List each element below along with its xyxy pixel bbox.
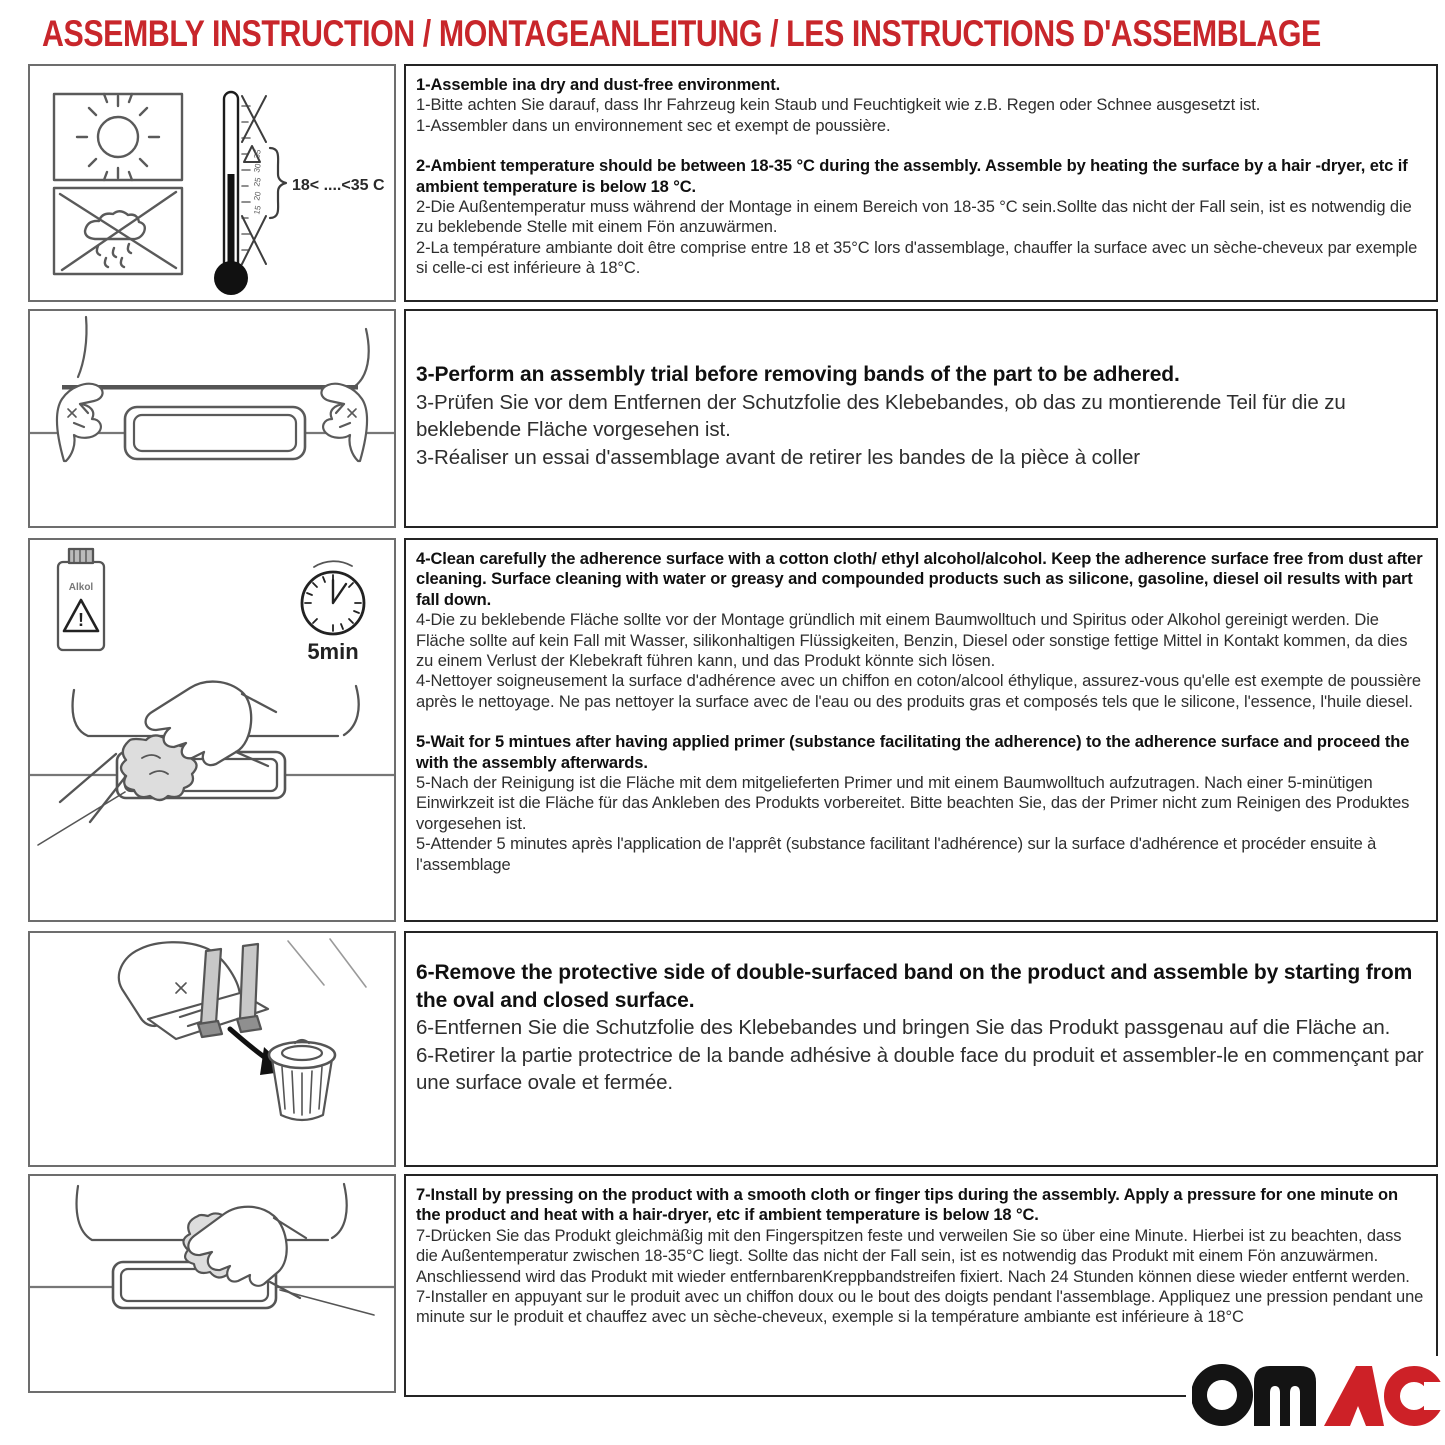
section-1-illustration-box <box>28 64 396 302</box>
paragraph: 2-Ambient temperature should be between 18-35 °C during the assembly. Assemble by heating the surface by a hair -dryer, etc if ambient temperature is below 18 °C. <box>416 157 1408 196</box>
left-hand-icon <box>57 384 103 461</box>
svg-text:!: ! <box>78 610 84 630</box>
section-2-illustration-box <box>28 309 396 528</box>
paragraph: 4-Clean carefully the adherence surface with a cotton cloth/ ethyl alcohol/alcohol. Keep the adherence surface free from dust after cleaning. Surface cleaning with water or greasy and compounded products such as silicone, gasoline, diesel oil results with part fall down. <box>416 550 1423 609</box>
sun-icon <box>77 94 159 180</box>
logo-text-red: AC <box>1202 1428 1204 1429</box>
paragraph: 5-Nach der Reinigung ist die Fläche mit dem mitgelieferten Primer und mit einem Baumwolltuch aufzutragen. Nach einer 5-minütigen Einwirkzeit ist die Fläche für das Ankleben des Produkts vorbereitet. Bitte beachten Sie, das der Primer nicht zum Reinigen des Produktes vorgesehen ist. <box>416 774 1410 833</box>
logo-letter-o <box>1199 1372 1245 1418</box>
clean-surface-illustration <box>30 540 394 920</box>
background-lines <box>288 939 366 987</box>
paragraph: 4-Die zu beklebende Fläche sollte vor der Montage gründlich mit einem Baumwolltuch und Spiritus oder Alkohol gereinigt werden. Die Fläche sollte auf kein Fall mit Wasser, silikonhaltigen Flüssigkeiten, Benzin, Diesel oder sonstige fettige Mittel in Kontakt kommen, da dies zu einem Verlust der Klebekraft führen kann, und das Produkt könnte sich lösen. <box>416 611 1408 671</box>
svg-text:30: 30 <box>252 162 263 174</box>
bottle-label: Alkol <box>68 582 94 593</box>
omac-logo <box>1186 1356 1442 1434</box>
section-3-text-box <box>404 538 1438 922</box>
paragraph: 7-Install by pressing on the product with a smooth cloth or finger tips during the assembly. Apply a pressure for one minute on the product and heat with a hair-dryer, etc if ambient temperature is below 18 °C. <box>416 1186 1398 1225</box>
clock-duration-label: 5min <box>307 639 359 664</box>
logo-letter-c <box>1392 1374 1442 1418</box>
section-1-text-box <box>404 64 1438 302</box>
clock-icon <box>302 561 364 634</box>
paragraph: 2-Die Außentemperatur muss während der Montage in einem Bereich von 18-35 °C sein.Sollte das nicht der Fall sein, ist es notwendig die zu beklebende Stelle mit einem Fön anzuwärmen. <box>416 198 1412 237</box>
paragraph: 7-Installer en appuyant sur le produit avec un chiffon doux ou le bout des doigts pendant l'assemblage. Appliquez une pression pendant une minute sur le produit et chauffez avec un sèche-cheveux, exemple si la température ambiante est inférieure à 18°C <box>416 1288 1424 1327</box>
paragraph: 3-Réaliser un essai d'assemblage avant de retirer les bandes de la pièce à coller <box>416 445 1140 469</box>
trash-can-icon <box>269 1040 335 1120</box>
paragraph: 6-Entfernen Sie die Schutzfolie des Klebebandes und bringen Sie das Produkt passgenau auf die Fläche an. <box>416 1016 1391 1039</box>
range-brace <box>270 148 286 218</box>
section-5-illustration-box <box>28 1174 396 1393</box>
cross-out-lines <box>60 192 176 270</box>
paragraph: 3-Prüfen Sie vor dem Entfernen der Schutzfolie des Klebebandes, ob das zu montierende Teil für die zu beklebende Fläche vorgesehen ist. <box>416 390 1346 441</box>
paragraph: 7-Drücken Sie das Produkt gleichmäßig mit den Fingerspitzen feste und verweilen Sie so über eine Minute. Hierbei ist zu beachten, dass die Außentemperatur zwischen 18-35°C liegt. Sollte das nicht der Fall sein, ist es notwendig das Produkt mit einem Fön anzuwärmen. Anschliessend wird das Produkt mit wieder entfernbarenKreppbandstreifen fixiert. Nach 24 Stunden können diese wieder entfernt werden. <box>416 1226 1410 1286</box>
strip-tab <box>198 1021 222 1037</box>
omac-logo-mark <box>1192 1360 1442 1430</box>
section-4-text-box <box>404 931 1438 1167</box>
paragraph: 2-La température ambiante doit être comprise entre 18 et 35°C lors d'assemblage, chauffer la surface avec un sèche-cheveux par exemple si celle-ci est inférieure à 18°C. <box>416 238 1418 278</box>
svg-text:20: 20 <box>252 190 263 202</box>
paragraph: 5-Wait for 5 mintues after having applied primer (substance facilitating the adherence) to the adherence surface and proceed the with the assembly afterwards. <box>416 733 1410 772</box>
pressing-hand-icon <box>183 1207 306 1298</box>
thermometer-scale <box>252 148 263 215</box>
svg-text:25: 25 <box>252 176 263 188</box>
paragraph: 6-Retirer la partie protectrice de la bande adhésive à double face du produit et assembler-le en commençant par une surface ovale et fermée. <box>416 1043 1424 1094</box>
peel-band-illustration <box>30 933 394 1165</box>
climate-thermometer-illustration <box>30 66 394 300</box>
logo-text-black: OM <box>1192 1428 1194 1429</box>
paragraph: 5-Attender 5 minutes après l'application de l'apprêt (substance facilitant l'adhérence) sur la surface d'adhérence et procéder ensuite à l'assemblage <box>416 835 1377 874</box>
page-title: ASSEMBLY INSTRUCTION / MONTAGEANLEITUNG / LES INSTRUCTIONS D'ASSEMBLAGE <box>42 13 1321 54</box>
assembly-trial-illustration <box>30 311 394 526</box>
paragraph: 1-Assembler dans un environnement sec et exempt de poussière. <box>416 116 891 135</box>
temperature-range-label: 18< ....<35 C <box>292 177 385 194</box>
paragraph: 6-Remove the protective side of double-surfaced band on the product and assemble by starting from the oval and closed surface. <box>416 961 1413 1012</box>
section-2-text-box <box>404 309 1438 528</box>
panel-contour-left <box>78 317 87 377</box>
paragraph: 4-Nettoyer soigneusement la surface d'adhérence avec un chiffon en coton/alcool éthylique, assurez-vous qu'elle est exempte de poussière après le nettoyage. Ne pas nettoyer la surface avec de l'eau ou des produits gras et composés tels que le silicone, l'essence, l'huile diesel. <box>416 672 1422 711</box>
section-4-illustration-box <box>28 931 396 1167</box>
right-hand-icon <box>321 384 367 461</box>
logo-letter-a <box>1324 1366 1384 1426</box>
recessed-plate <box>125 407 305 459</box>
section-3-illustration-box <box>28 538 396 922</box>
warning-triangle-icon <box>64 600 98 631</box>
svg-text:15: 15 <box>252 204 263 216</box>
press-product-illustration <box>30 1176 394 1391</box>
svg-text:35: 35 <box>252 148 263 160</box>
wiping-hand-icon <box>38 682 276 845</box>
protective-strip <box>240 944 258 1019</box>
paragraph: 1-Assemble ina dry and dust-free environment. <box>416 76 781 94</box>
alcohol-bottle-icon <box>58 549 104 650</box>
paragraph: 1-Bitte achten Sie darauf, dass Ihr Fahrzeug kein Staub und Feuchtigkeit wie z.B. Regen oder Schnee ausgesetzt ist. <box>416 96 1261 115</box>
paragraph: 3-Perform an assembly trial before removing bands of the part to be adhered. <box>416 363 1180 386</box>
logo-letter-m <box>1254 1366 1316 1426</box>
panel-contour-right <box>354 329 369 387</box>
trim-strip <box>62 385 358 390</box>
strip-tab <box>237 1016 261 1032</box>
